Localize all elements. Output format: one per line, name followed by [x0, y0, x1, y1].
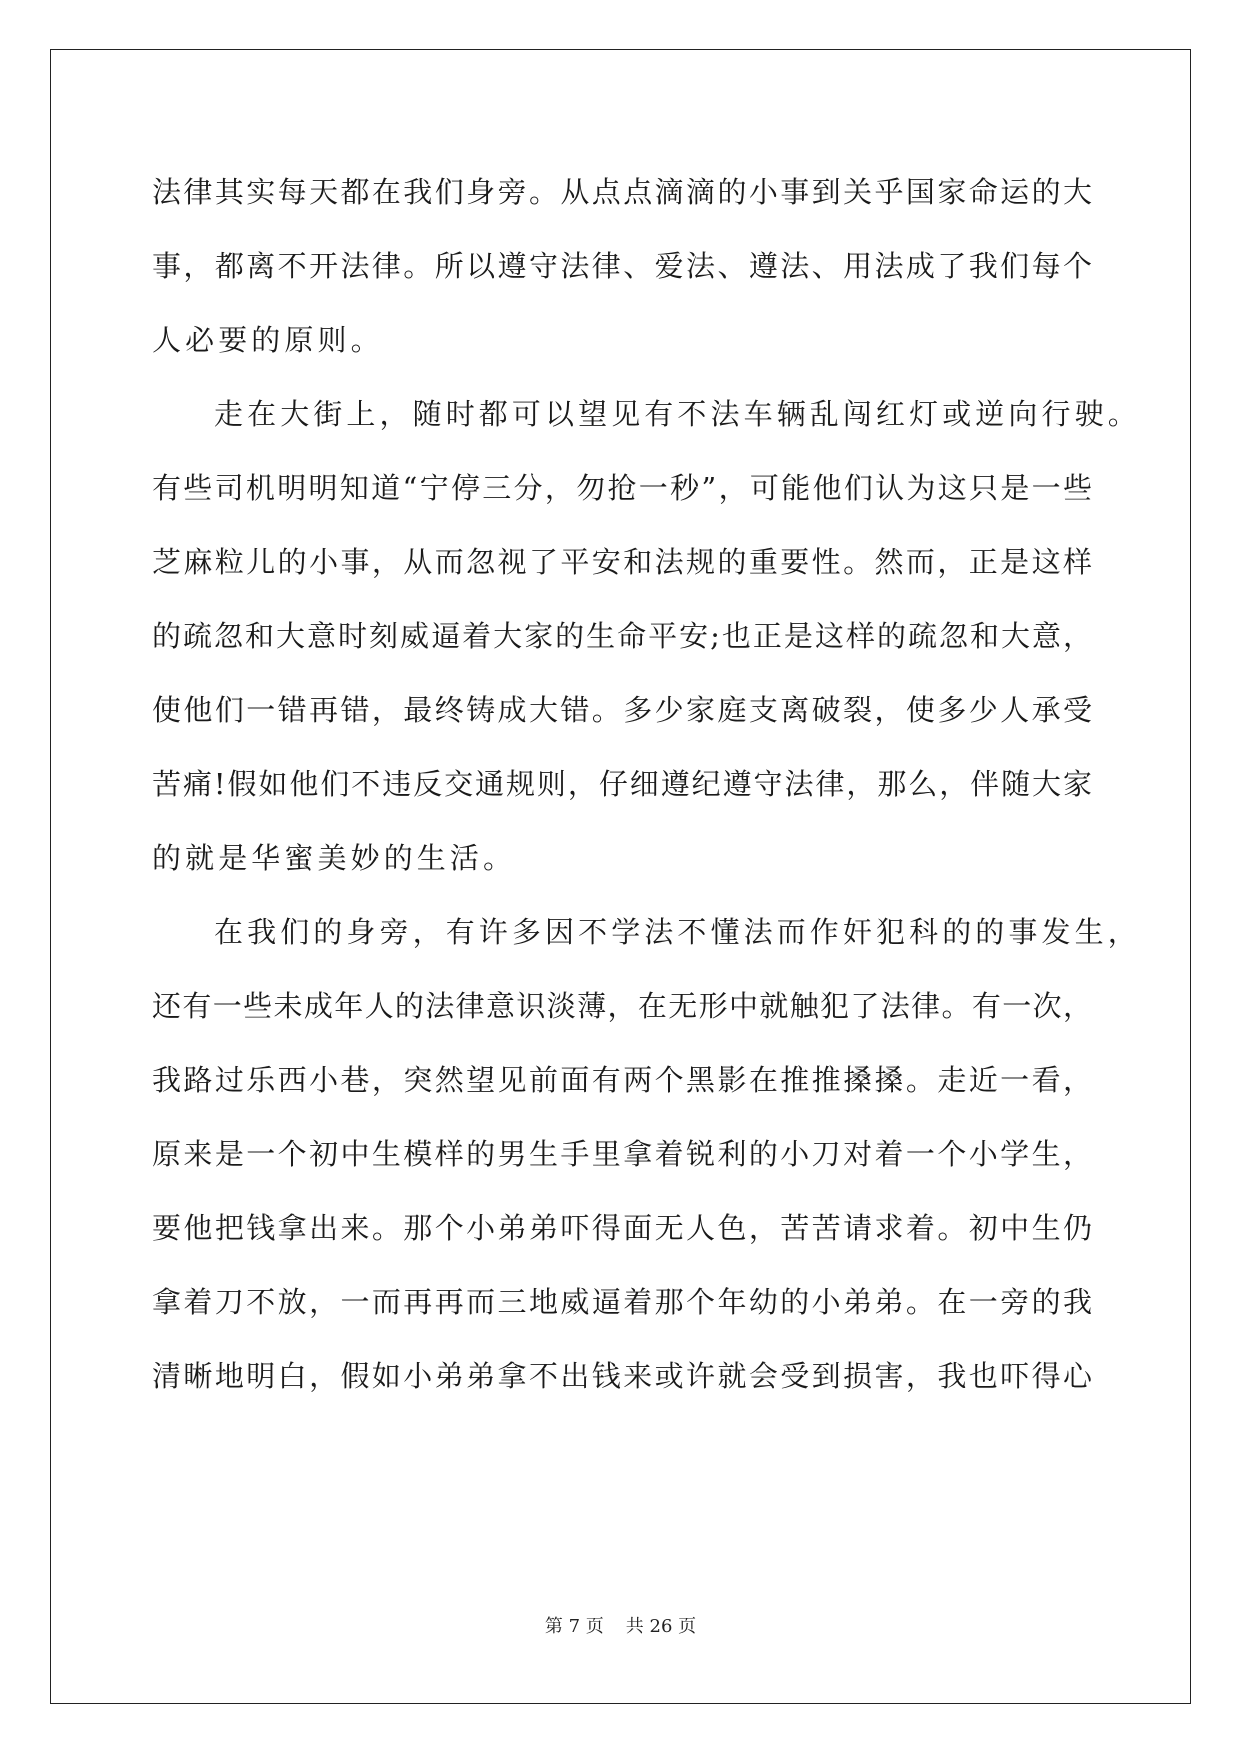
text-line: 人必要的原则。: [152, 323, 384, 357]
text-line: 的就是华蜜美妙的生活。: [152, 841, 517, 875]
text-line: 有些司机明明知道“宁停三分，勿抢一秒”，可能他们认为这只是一些: [152, 471, 1092, 505]
text-line: 的疏忽和大意时刻威逼着大家的生命平安;也正是这样的疏忽和大意，: [152, 619, 1092, 653]
text-line: 法律其实每天都在我们身旁。从点点滴滴的小事到关乎国家命运的大: [152, 175, 1092, 209]
text-line: 拿着刀不放，一而再再而三地威逼着那个年幼的小弟弟。在一旁的我: [152, 1285, 1092, 1319]
text-line: 苦痛!假如他们不违反交通规则，仔细遵纪遵守法律，那么，伴随大家: [152, 767, 1092, 801]
text-line: 还有一些未成年人的法律意识淡薄，在无形中就触犯了法律。有一次，: [152, 989, 1092, 1023]
page-footer: [0, 1612, 1241, 1638]
text-line: 使他们一错再错，最终铸成大错。多少家庭支离破裂，使多少人承受: [152, 693, 1092, 727]
paragraph-first-line: 走在大街上，随时都可以望见有不法车辆乱闯红灯或逆向行驶。: [214, 397, 1141, 431]
text-line: 原来是一个初中生模样的男生手里拿着锐利的小刀对着一个小学生，: [152, 1137, 1092, 1171]
text-line: 事，都离不开法律。所以遵守法律、爱法、遵法、用法成了我们每个: [152, 249, 1092, 283]
text-line: 清晰地明白，假如小弟弟拿不出钱来或许就会受到损害，我也吓得心: [152, 1359, 1092, 1393]
text-line: 我路过乐西小巷，突然望见前面有两个黑影在推推搡搡。走近一看，: [152, 1063, 1092, 1097]
paragraph-first-line: 在我们的身旁，有许多因不学法不懂法而作奸犯科的的事发生，: [214, 915, 1141, 949]
text-line: 要他把钱拿出来。那个小弟弟吓得面无人色，苦苦请求着。初中生仍: [152, 1211, 1092, 1245]
page-number: 第 7 页: [544, 1616, 604, 1637]
text-line: 芝麻粒儿的小事，从而忽视了平安和法规的重要性。然而，正是这样: [152, 545, 1092, 579]
document-body: [152, 155, 1141, 1413]
page-total: 共 26 页: [625, 1616, 697, 1637]
